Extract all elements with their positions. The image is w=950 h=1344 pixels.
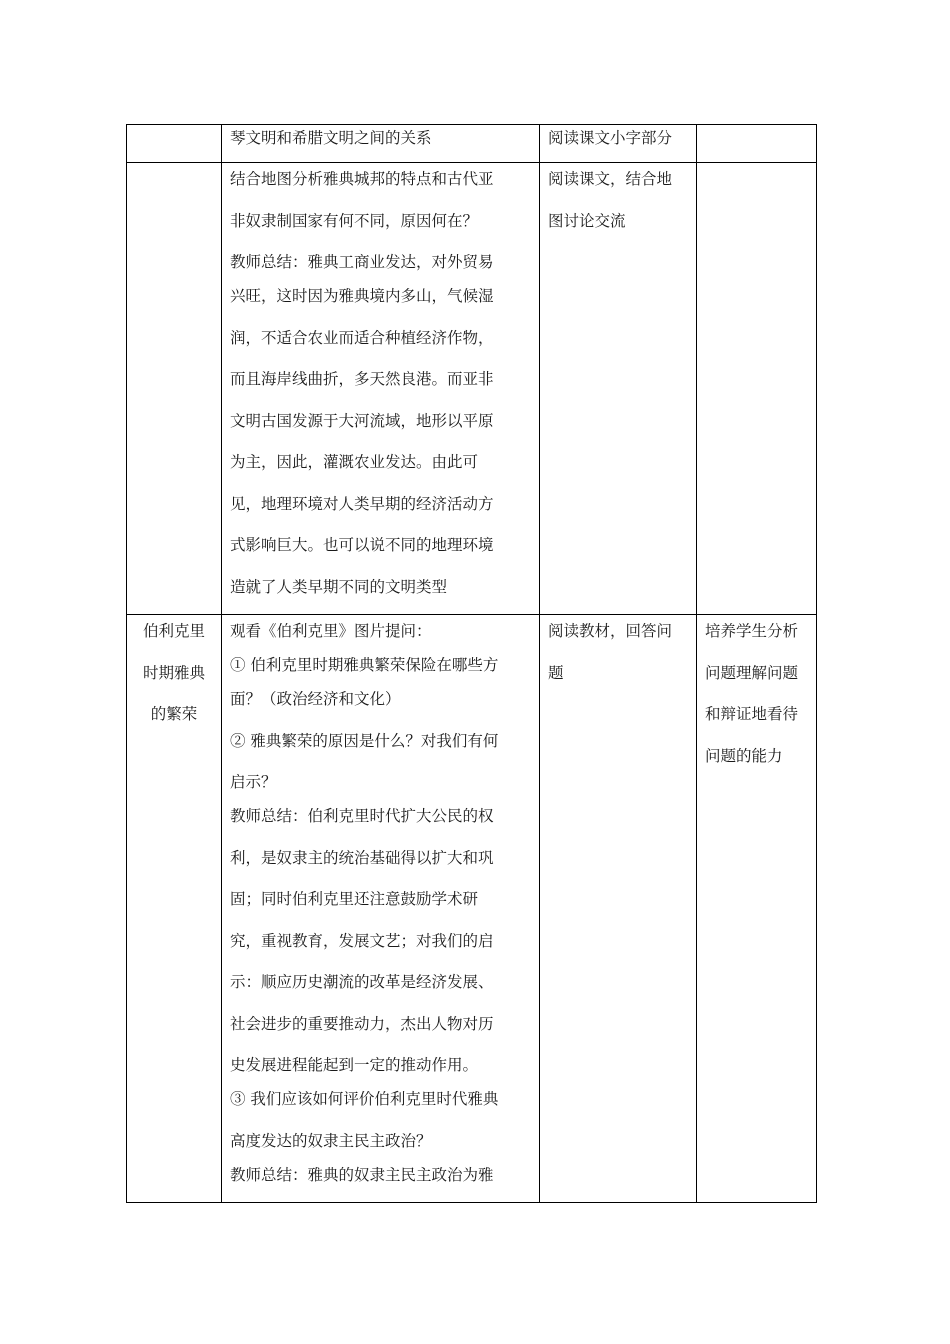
cell-student-activity bbox=[540, 163, 697, 615]
text-line: 式影响巨大。也可以说不同的地理环境 bbox=[230, 536, 494, 554]
cell-topic bbox=[127, 125, 222, 163]
text-line: 文明古国发源于大河流域，地形以平原 bbox=[230, 411, 494, 430]
cell-teacher-activity bbox=[222, 125, 540, 163]
cell-purpose bbox=[697, 125, 817, 163]
text-line: 阅读课文小字部分 bbox=[548, 129, 673, 147]
cell-student-activity bbox=[540, 125, 697, 163]
text-line: 的繁荣 bbox=[150, 705, 198, 723]
text-line: 启示？ bbox=[230, 773, 277, 791]
cell-topic bbox=[127, 163, 222, 615]
cell-teacher-activity bbox=[222, 615, 540, 1203]
text-line: 润，不适合农业而适合种植经济作物， bbox=[230, 328, 494, 347]
text-line: 伯利克里 bbox=[142, 622, 205, 640]
text-line: 问题理解问题 bbox=[705, 663, 799, 682]
text-line: ① 伯利克里时期雅典繁荣保险在哪些方 bbox=[230, 656, 499, 674]
text-line: 非奴隶制国家有何不同，原因何在？ bbox=[230, 211, 479, 230]
cell-purpose bbox=[697, 163, 817, 615]
text-line: 兴旺，这时因为雅典境内多山，气候湿 bbox=[230, 287, 494, 305]
text-line: 为主，因此，灌溉农业发达。由此可 bbox=[230, 453, 479, 471]
text-line: 阅读课文，结合地 bbox=[548, 170, 673, 188]
text-line: 和辩证地看待 bbox=[705, 705, 799, 723]
table-row bbox=[127, 615, 817, 1203]
table-row bbox=[127, 125, 817, 163]
text-line: 固；同时伯利克里还注意鼓励学术研 bbox=[230, 890, 479, 908]
text-line: 阅读教材，回答问 bbox=[548, 622, 673, 640]
text-line: 琴文明和希腊文明之间的关系 bbox=[230, 129, 432, 147]
text-line: 社会进步的重要推动力，杰出人物对历 bbox=[230, 1014, 494, 1033]
text-line: 教师总结：伯利克里时代扩大公民的权 bbox=[230, 807, 494, 825]
text-line: 见，地理环境对人类早期的经济活动方 bbox=[230, 494, 494, 513]
text-line: ③ 我们应该如何评价伯利克里时代雅典 bbox=[230, 1090, 499, 1108]
cell-topic bbox=[127, 615, 222, 1203]
text-line: 究，重视教育，发展文艺；对我们的启 bbox=[230, 931, 494, 950]
text-line: ② 雅典繁荣的原因是什么？对我们有何 bbox=[230, 731, 499, 750]
text-line: 图讨论交流 bbox=[548, 211, 626, 230]
text-line: 培养学生分析 bbox=[705, 622, 799, 640]
text-line: 造就了人类早期不同的文明类型 bbox=[230, 577, 448, 596]
text-line: 结合地图分析雅典城邦的特点和古代亚 bbox=[230, 170, 494, 188]
text-line: 高度发达的奴隶主民主政治？ bbox=[230, 1131, 432, 1150]
text-line: 教师总结：雅典的奴隶主民主政治为雅 bbox=[230, 1165, 494, 1184]
text-line: 面？（政治经济和文化） bbox=[230, 690, 401, 708]
lesson-plan-table bbox=[126, 124, 817, 1203]
cell-student-activity bbox=[540, 615, 697, 1203]
text-line: 示：顺应历史潮流的改革是经济发展、 bbox=[230, 973, 494, 991]
text-line: 而且海岸线曲折，多天然良港。而亚非 bbox=[230, 370, 494, 388]
text-line: 教师总结：雅典工商业发达，对外贸易 bbox=[230, 253, 494, 271]
text-line: 题 bbox=[548, 663, 564, 682]
cell-teacher-activity bbox=[222, 163, 540, 615]
text-line: 利，是奴隶主的统治基础得以扩大和巩 bbox=[230, 848, 494, 867]
text-line: 史发展进程能起到一定的推动作用。 bbox=[230, 1056, 479, 1074]
cell-purpose bbox=[697, 615, 817, 1203]
table-row bbox=[127, 163, 817, 615]
text-line: 问题的能力 bbox=[705, 746, 783, 765]
text-line: 时期雅典 bbox=[142, 663, 205, 682]
text-line: 观看《伯利克里》图片提问： bbox=[230, 622, 432, 640]
